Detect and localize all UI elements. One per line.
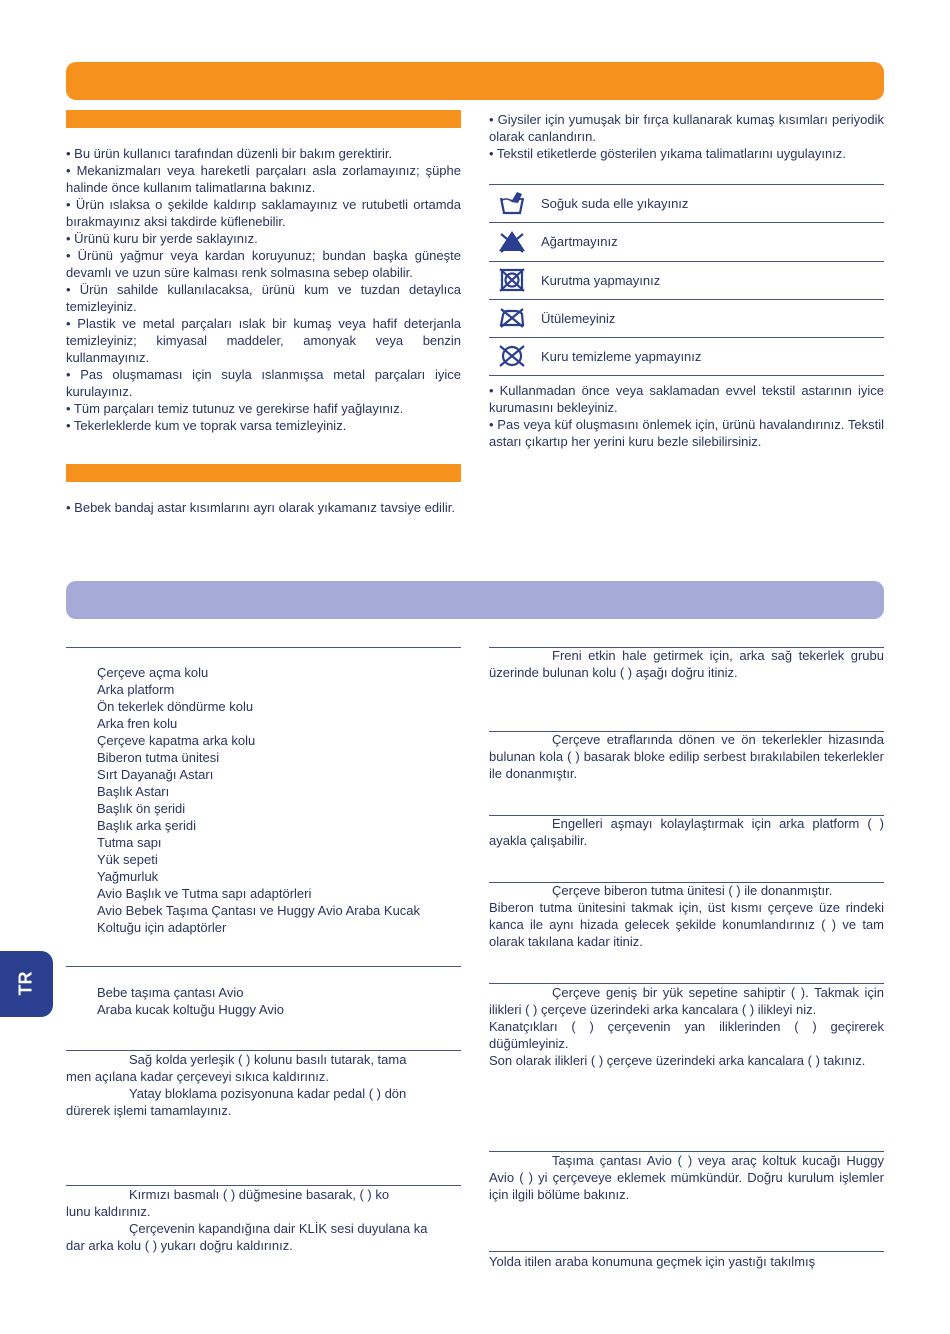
wheels-instruction: Çerçeve etraflarında dönen ve ön tekerlekler hizasında bulunan kola ( ) basarak bloke edilip serbest bırakılabilen tekerlekler ile donanmıştır. <box>489 732 884 781</box>
language-tab <box>0 951 53 1017</box>
no-dry-clean-icon <box>497 343 527 369</box>
no-bleach-icon <box>497 228 527 254</box>
instruction-line: dürerek işlemi tamamlayınız. <box>66 1103 232 1118</box>
storage-list <box>489 382 884 450</box>
list-item: Tutma sapı <box>97 835 162 850</box>
care-row-no-bleach <box>489 222 884 260</box>
list-item: • Pas veya küf oluşmasını önlemek için, ürünü havalandırınız. Tekstil astarı çıkartıp her yerini kuru bezle silebilirsiniz. <box>489 417 884 449</box>
list-item: • Ürünü yağmur veya kardan koruyunuz; bundan başka güneşte devamlı ve uzun süre kalması renk solmasına sebep olabilir. <box>66 248 461 280</box>
list-item: Avio Bebek Taşıma Çantası ve Huggy Avio Araba Kucak <box>97 903 421 918</box>
care-row-no-iron <box>489 299 884 337</box>
list-item: Başlık ön şeridi <box>97 801 186 816</box>
instruction-line: lunu kaldırınız. <box>66 1204 151 1219</box>
list-item: Koltuğu için adaptörler <box>97 920 227 935</box>
pushchair-instruction: Yolda itilen araba konumuna geçmek için yastığı takılmış <box>489 1254 816 1269</box>
list-item: Çerçeve kapatma arka kolu <box>97 733 256 748</box>
divider <box>66 647 461 648</box>
list-item: • Ürün sahilde kullanılacaksa, ürünü kum ve tuzdan detaylıca temizleyiniz. <box>66 282 461 314</box>
washing-note <box>66 499 461 516</box>
basket-instruction <box>489 984 884 1069</box>
instruction-line: Kırmızı basmalı ( ) düğmesine basarak, ( ) ko <box>129 1187 390 1202</box>
list-item: • Plastik ve metal parçaları ıslak bir kumaş veya hafif deterjanla temizleyiniz; kimyasal maddeler, amonyak veya benzin kullanmayınız. <box>66 316 461 365</box>
accessories-list <box>97 984 461 1018</box>
instruction-line: dar arka kolu ( ) yukarı doğru kaldırınız. <box>66 1238 293 1253</box>
brake-instruction: Freni etkin hale getirmek için, arka sağ tekerlek grubu üzerinde bulunan kolu ( ) aşağı doğru itiniz. <box>489 648 884 680</box>
list-item: • Mekanizmaları veya hareketli parçaları asla zorlamayınız; şüphe halinde önce kullanım talimatlarına bakınız. <box>66 163 461 195</box>
carrycot-instruction: Taşıma çantası Avio ( ) veya araç koltuk kucağı Huggy Avio ( ) yi çerçeveye eklemek mümkündür. Doğru kurulum işlemler için ilgili bölüme bakınız. <box>489 1153 884 1202</box>
language-tab-label: TR <box>15 971 36 996</box>
list-item: Avio Başlık ve Tutma sapı adaptörleri <box>97 886 312 901</box>
list-item: Araba kucak koltuğu Huggy Avio <box>97 1002 284 1017</box>
platform-instruction: Engelleri aşmayı kolaylaştırmak için arka platform ( ) ayakla çalışabilir. <box>489 816 884 848</box>
instruction-line: Sağ kolda yerleşik ( ) kolunu basılı tutarak, tama <box>129 1052 407 1067</box>
opening-instructions <box>66 1051 461 1119</box>
subsection-bar-maintenance <box>66 110 461 128</box>
list-item: Arka fren kolu <box>97 716 178 731</box>
list-item: Yağmurluk <box>97 869 159 884</box>
instruction-line: men açılana kadar çerçeveyi sıkıca kaldırınız. <box>66 1069 330 1084</box>
section-header-bar-maintenance <box>66 62 884 100</box>
list-item: Bebe taşıma çantası Avio <box>97 985 244 1000</box>
maintenance-list <box>66 145 461 434</box>
list-item: • Tekerleklerde kum ve toprak varsa temizleyiniz. <box>66 418 347 433</box>
list-item: Yük sepeti <box>97 852 158 867</box>
care-row-no-dry-clean <box>489 337 884 376</box>
list-item: • Tekstil etiketlerde gösterilen yıkama talimatlarını uygulayınız. <box>489 146 846 161</box>
components-list <box>97 664 461 936</box>
list-item: Arka platform <box>97 682 175 697</box>
instruction-line: Son olarak ilikleri ( ) çerçeve üzerindeki arka kancalara ( ) takınız. <box>489 1053 866 1068</box>
care-label: Ağartmayınız <box>541 234 618 249</box>
no-iron-icon <box>497 305 527 331</box>
instruction-line: Kanatçıkları ( ) çerçevenin yan iliklerinden ( ) geçirerek düğümleyiniz. <box>489 1019 884 1051</box>
instruction-line: Çerçeve geniş bir yük sepetine sahiptir ( ). Takmak için ilikleri ( ) çerçeve üzerindeki arka kancalara ( ) ilikleyi niz. <box>489 985 884 1017</box>
care-label: Ütülemeyiniz <box>541 311 616 326</box>
list-item: • Ürün ıslaksa o şekilde kaldırıp saklamayınız ve rutubetli ortamda bırakmayınız aksi takdirde küflenebilir. <box>66 197 461 229</box>
list-item: Ön tekerlek döndürme kolu <box>97 699 254 714</box>
no-tumble-dry-icon <box>497 267 527 293</box>
list-item: • Bu ürün kullanıcı tarafından düzenli bir bakım gerektirir. <box>66 146 393 161</box>
divider <box>489 1251 884 1252</box>
instruction-line: Çerçeve biberon tutma ünitesi ( ) ile donanmıştır. <box>552 883 833 898</box>
list-item: • Bebek bandaj astar kısımlarını ayrı olarak yıkamanız tavsiye edilir. <box>66 500 455 515</box>
instruction-line: Çerçevenin kapandığına dair KLİK sesi duyulana ka <box>129 1221 428 1236</box>
bottle-holder-instruction <box>489 882 884 950</box>
list-item: • Tüm parçaları temiz tutunuz ve gerekirse hafif yağlayınız. <box>66 401 404 416</box>
list-item: • Giysiler için yumuşak bir fırça kullanarak kumaş kısımları periyodik olarak canlandırın. <box>489 112 884 144</box>
subsection-bar-washing <box>66 464 461 482</box>
section-header-bar-instructions <box>66 581 884 619</box>
hand-wash-icon <box>497 190 527 216</box>
instruction-line: Biberon tutma ünitesini takmak için, üst kısmı çerçeve üze rindeki kanca ile aynı hizada gelecek şekilde konumlandırınız ( ) ve tam olarak takılana kadar itiniz. <box>489 900 884 949</box>
list-item: Çerçeve açma kolu <box>97 665 209 680</box>
list-item: Başlık arka şeridi <box>97 818 196 833</box>
list-item: • Kullanmadan önce veya saklamadan evvel tekstil astarının iyice kurumasını bekleyiniz. <box>489 383 884 415</box>
list-item: • Ürünü kuru bir yerde saklayınız. <box>66 231 258 246</box>
care-label: Kuru temizleme yapmayınız <box>541 349 702 364</box>
list-item: Sırt Dayanağı Astarı <box>97 767 214 782</box>
care-label: Kurutma yapmayınız <box>541 273 661 288</box>
list-item: Başlık Astarı <box>97 784 170 799</box>
list-item: Biberon tutma ünitesi <box>97 750 220 765</box>
care-row-hand-wash <box>489 184 884 222</box>
instruction-line: Yatay bloklama pozisyonuna kadar pedal ( ) dön <box>129 1086 407 1101</box>
divider <box>66 966 461 967</box>
care-label: Soğuk suda elle yıkayınız <box>541 196 689 211</box>
fabric-care-list <box>489 111 884 162</box>
closing-instructions <box>66 1186 461 1254</box>
list-item: • Pas oluşmaması için suyla ıslanmışsa metal parçaları iyice kurulayınız. <box>66 367 461 399</box>
care-row-no-tumble-dry <box>489 261 884 299</box>
